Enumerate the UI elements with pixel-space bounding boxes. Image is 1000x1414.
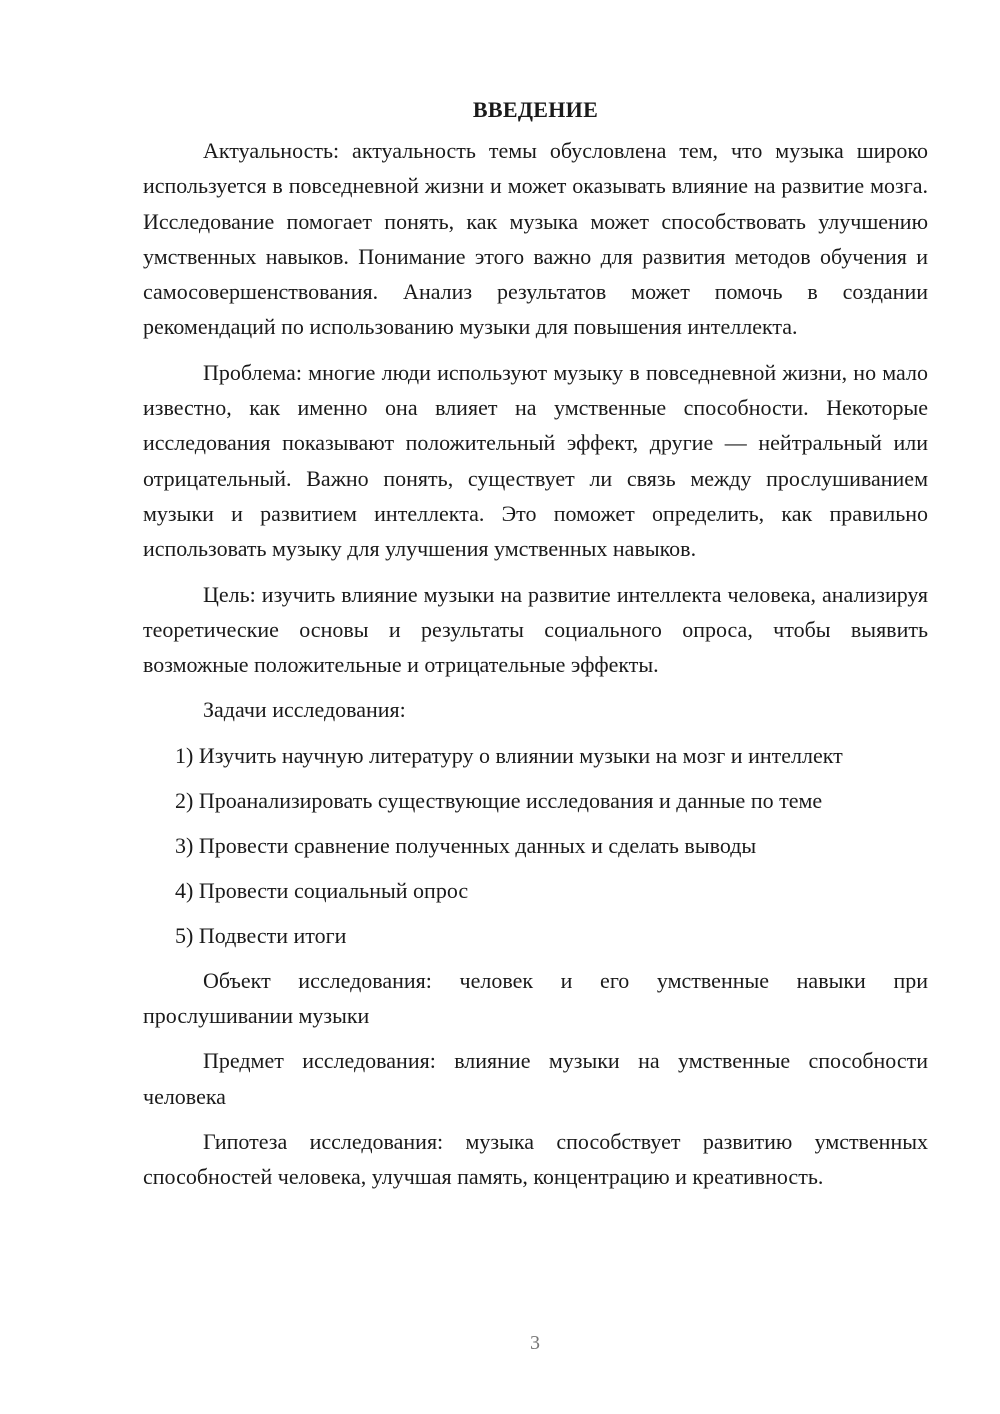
page-title: ВВЕДЕНИЕ bbox=[472, 97, 599, 122]
list-item: 4) Провести социальный опрос bbox=[175, 877, 469, 903]
goal-paragraph: Цель: изучить влияние музыки на развитие интеллекта человека, анализируя теоретические основы и результаты социального опроса, чтобы выявить возможные положительные и отрицательные эффекты. bbox=[143, 581, 928, 678]
subject-paragraph: Предмет исследования: влияние музыки на умственные способности человека bbox=[143, 1048, 928, 1109]
document-page bbox=[143, 92, 928, 1205]
page-number: 3 bbox=[530, 1332, 540, 1354]
relevance-paragraph: Актуальность: актуальность темы обусловлена тем, что музыка широко используется в повседневной жизни и может оказывать влияние на развитие мозга. Исследование помогает понять, как музыка может способствовать улучшению умственных навыков. Понимание этого важно для развития методов обучения и самосовершенствования. Анализ результатов может помочь в создании рекомендаций по использованию музыки для повышения интеллекта. bbox=[143, 138, 928, 340]
list-item: 5) Подвести итоги bbox=[175, 922, 347, 948]
hypothesis-paragraph: Гипотеза исследования: музыка способствует развитию умственных способностей человека, улучшая память, концентрацию и креативность. bbox=[143, 1128, 928, 1190]
problem-paragraph: Проблема: многие люди используют музыку в повседневной жизни, но мало известно, как именно она влияет на умственные способности. Некоторые исследования показывают положительный эффект, другие — нейтральный или отрицательный. Важно понять, существует ли связь между прослушиванием музыки и развитием интеллекта. Это поможет определить, как правильно использовать музыку для улучшения умственных навыков. bbox=[143, 359, 928, 562]
object-paragraph: Объект исследования: человек и его умственные навыки при прослушивании музыки bbox=[143, 967, 928, 1029]
list-item: 3) Провести сравнение полученных данных и сделать выводы bbox=[175, 832, 757, 858]
tasks-heading: Задачи исследования: bbox=[203, 697, 406, 723]
tasks-list bbox=[143, 738, 928, 953]
list-item: 2) Проанализировать существующие исследования и данные по теме bbox=[175, 787, 823, 813]
list-item: 1) Изучить научную литературу о влиянии музыки на мозг и интеллект bbox=[175, 742, 843, 768]
